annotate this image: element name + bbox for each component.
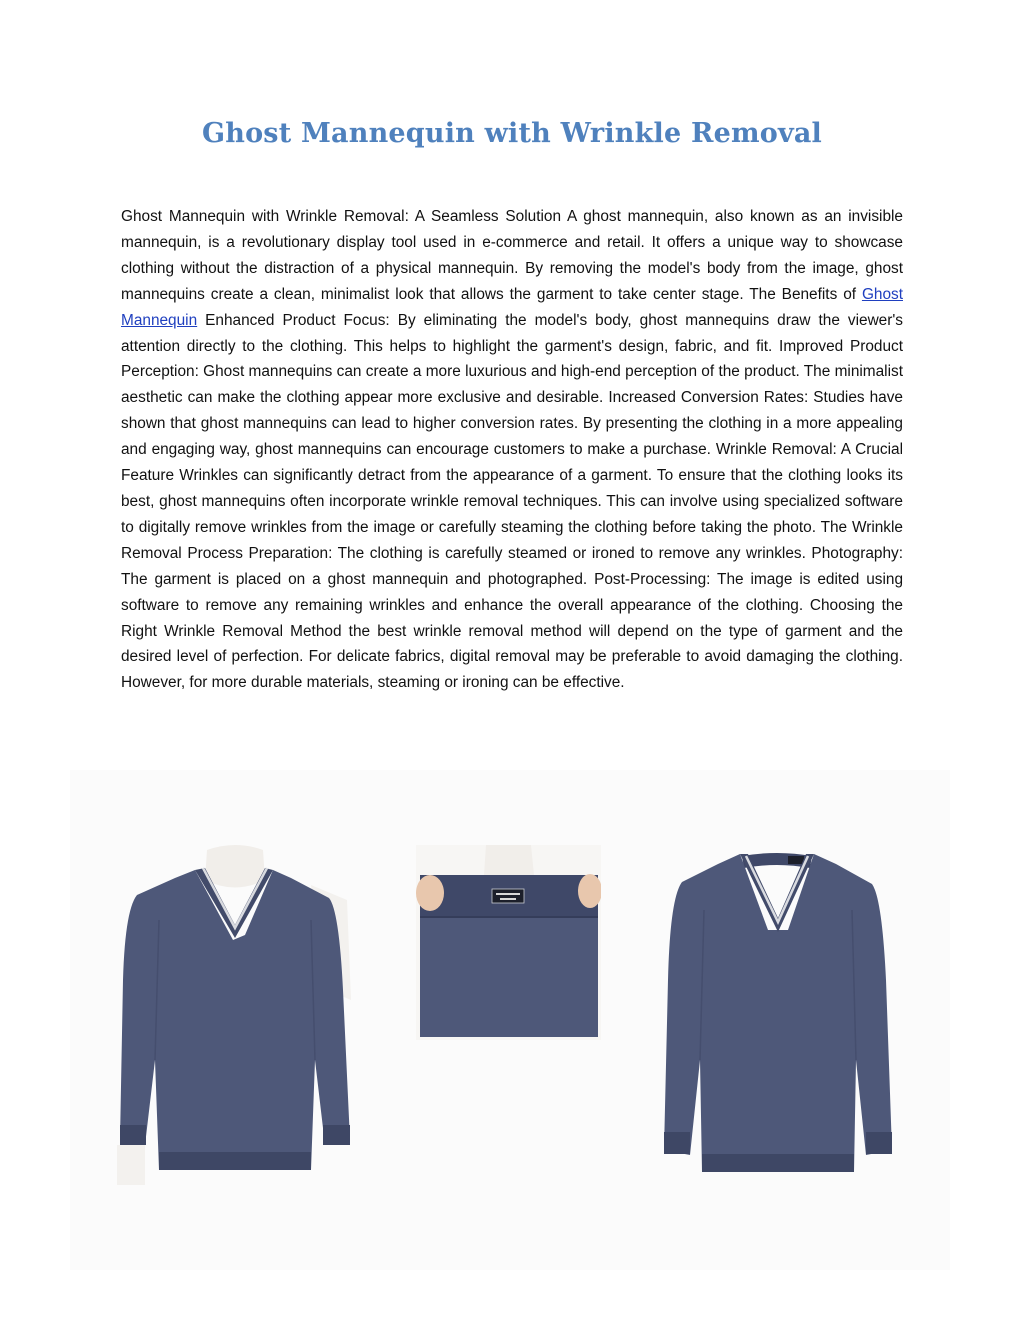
detail-image — [416, 845, 601, 1040]
body-text-part-2: Enhanced Product Focus: By eliminating the model's body, ghost mannequins draw the viewer's attention directly to the clothing. This helps to highlight the garment's design, fabric, and fit. Improved Product Perception: Ghost mannequins can create a more luxurious and high-end perception of the product. The minimalist aesthetic can make the clothing appear more exclusive and desirable. Increased Conversion Rates: Studies have shown that ghost mannequins can lead to higher conversion rates. By presenting the clothing in a more appealing and engaging way, ghost mannequins can encourage customers to make a purchase. Wrinkle Removal: A Crucial Feature Wrinkles can significantly detract from the appearance of a garment. To ensure that the clothing looks its best, ghost mannequins often incorporate wrinkle removal techniques. This can involve using specialized software to digitally remove wrinkles from the image or carefully steaming the clothing before taking the photo. The Wrinkle Removal Process Preparation: The clothing is carefully steamed or ironed to remove any wrinkles. Photography: The garment is placed on a ghost mannequin and photographed. Post-Processing: The image is edited using software to remove any remaining wrinkles and enhance the overall appearance of the clothing. Choosing the Right Wrinkle Removal Method the best wrinkle removal method will depend on the type of garment and the desired level of perfection. For delicate fabrics, digital removal may be preferable to avoid damaging the clothing. However, for more durable materials, steaming or ironing can be effective. — [121, 311, 903, 692]
before-image — [115, 840, 355, 1190]
garment-cuff-left — [120, 1125, 146, 1145]
brand-label — [492, 889, 524, 903]
garment-hem — [702, 1154, 854, 1172]
garment-cuff-right — [323, 1125, 350, 1145]
mannequin-neck — [484, 845, 534, 875]
brand-label-text-line — [496, 893, 520, 895]
garment-hem — [159, 1152, 311, 1170]
garment-body — [664, 854, 892, 1172]
hand-right — [578, 874, 601, 908]
brand-label — [788, 856, 804, 864]
hand-left — [416, 875, 444, 911]
mannequin-stand — [117, 1145, 145, 1185]
page-title: Ghost Mannequin with Wrinkle Removal — [202, 118, 822, 149]
mannequin-neck — [205, 845, 265, 888]
article-body — [121, 204, 903, 696]
ghost-mannequin-link[interactable]: Ghost Mannequin — [121, 285, 903, 329]
after-image — [660, 850, 895, 1190]
product-comparison-figure — [70, 770, 950, 1270]
garment-cuff-right — [866, 1132, 892, 1154]
garment-body — [120, 870, 350, 1170]
garment-cuff-left — [664, 1132, 690, 1154]
body-text-part-1: Ghost Mannequin with Wrinkle Removal: A Seamless Solution A ghost mannequin, also known as an invisible mannequin, is a revolutionary display tool used in e-commerce and retail. It offers a unique way to showcase clothing without the distraction of a physical mannequin. By removing the model's body from the image, ghost mannequins create a clean, minimalist look that allows the garment to take center stage. The Benefits of — [121, 208, 903, 303]
brand-label-text-line — [500, 898, 516, 900]
